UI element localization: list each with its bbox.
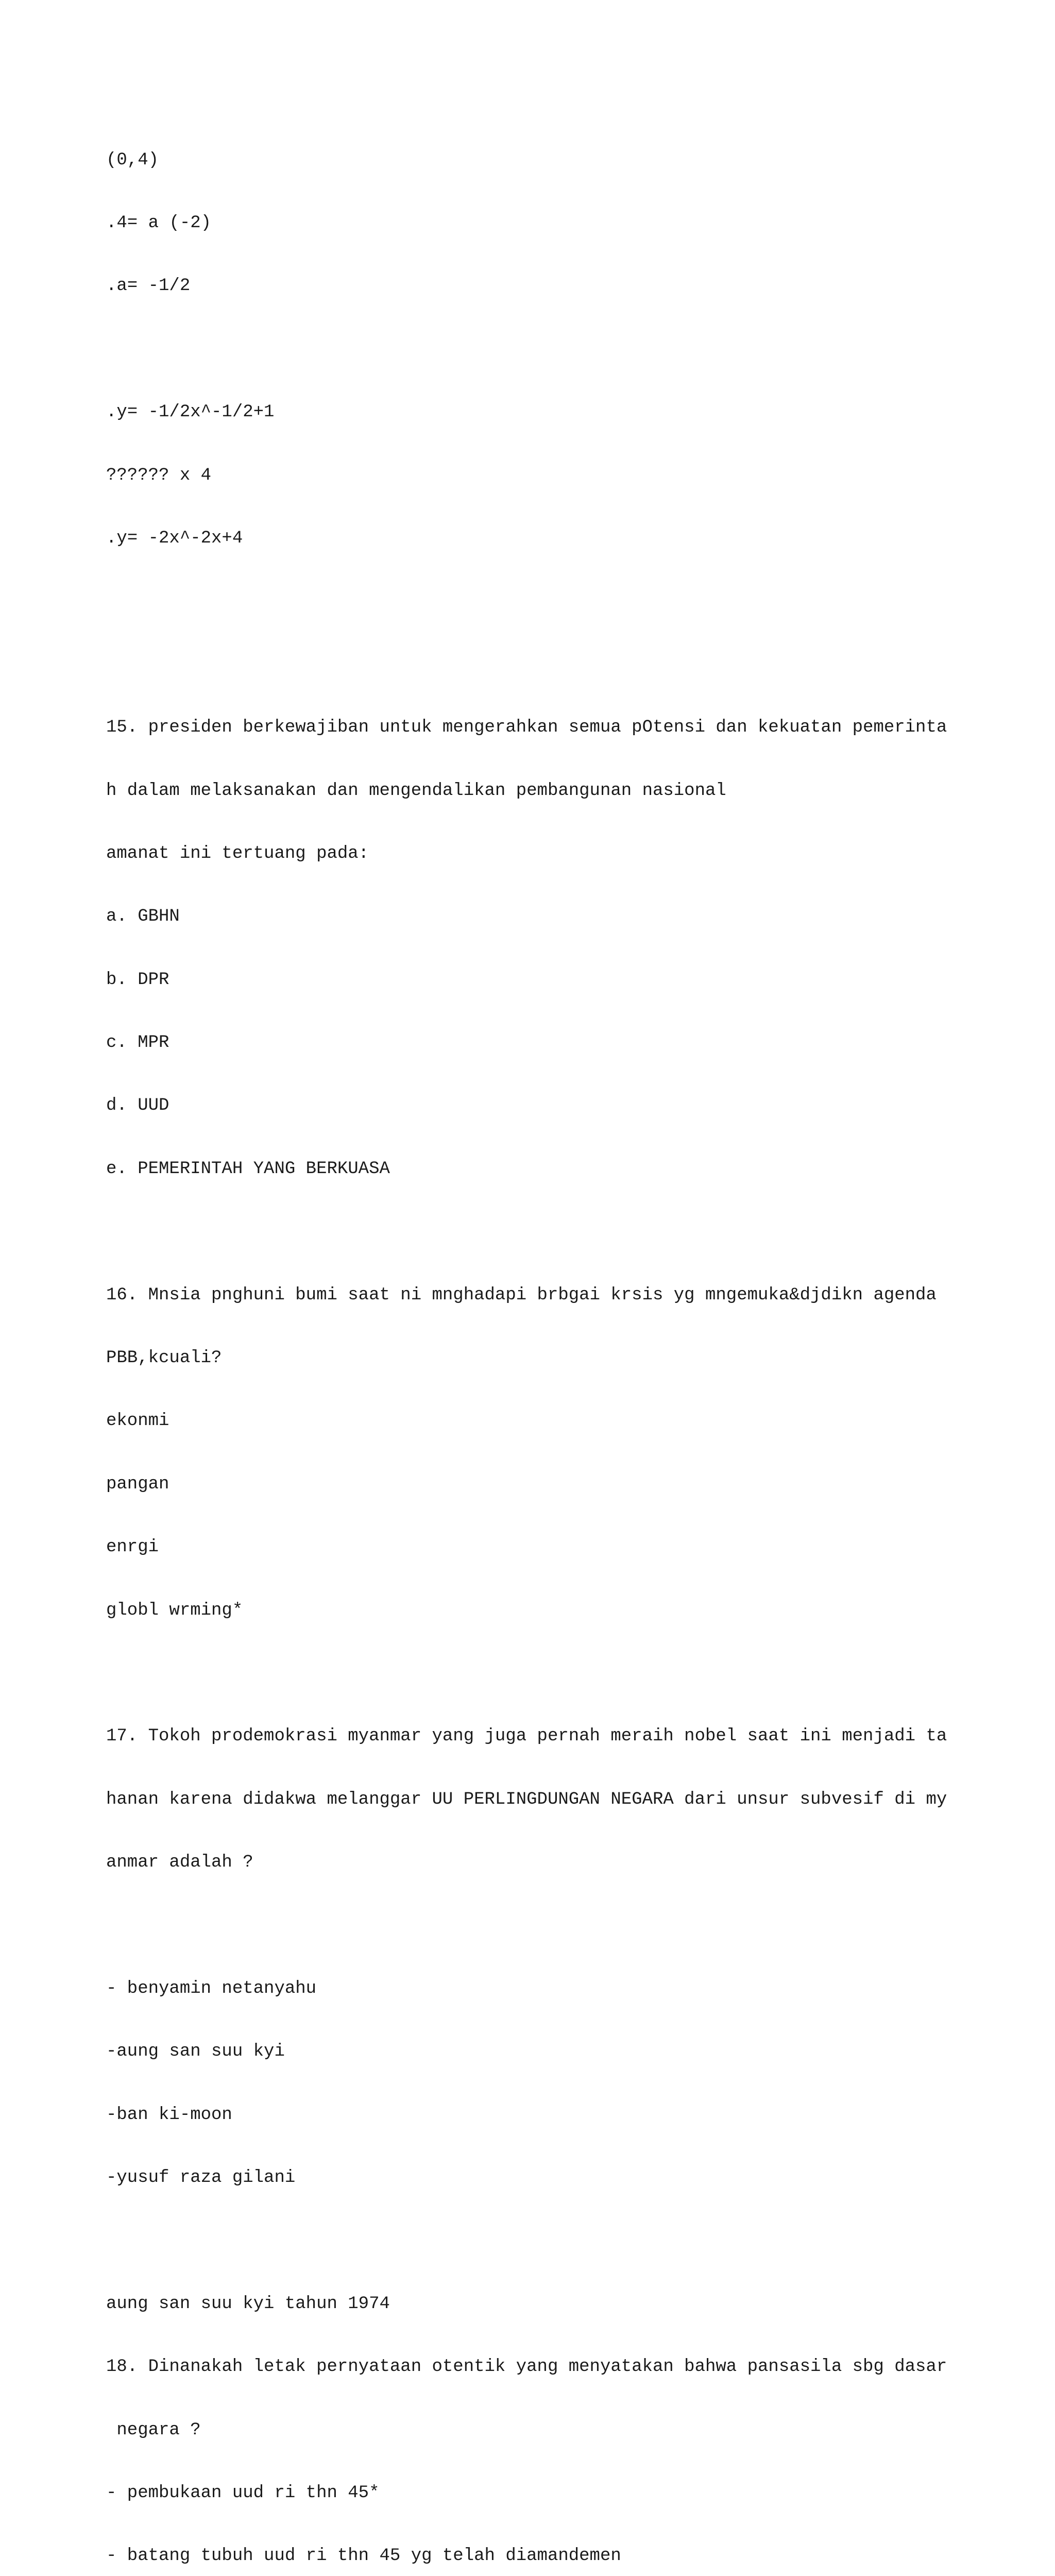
question-18-text: 18. Dinanakah letak pernyataan otentik yang menyatakan bahwa pansasila sbg dasar bbox=[106, 2357, 947, 2377]
question-17-option: -yusuf raza gilani bbox=[106, 2168, 296, 2188]
question-15-text: amanat ini tertuang pada: bbox=[106, 843, 369, 863]
question-15-option: d. UUD bbox=[106, 1096, 169, 1116]
blank-line bbox=[106, 1222, 956, 1243]
blank-line bbox=[106, 1663, 956, 1684]
question-17-text: hanan karena didakwa melanggar UU PERLINGDUNGAN NEGARA dari unsur subvesif di my bbox=[106, 1789, 947, 1809]
question-17-option: -aung san suu kyi bbox=[106, 2042, 285, 2062]
question-16-text: 16. Mnsia pnghuni bumi saat ni mnghadapi brbgai krsis yg mngemuka&djdikn agenda bbox=[106, 1285, 937, 1305]
question-17-answer-note: aung san suu kyi tahun 1974 bbox=[106, 2294, 390, 2314]
blank-line bbox=[106, 591, 956, 612]
question-15-option: b. DPR bbox=[106, 970, 169, 990]
blank-line bbox=[106, 654, 956, 675]
text-line: (0,4) bbox=[106, 150, 159, 170]
question-18-option: - pembukaan uud ri thn 45* bbox=[106, 2483, 380, 2503]
text-line: .a= -1/2 bbox=[106, 276, 191, 296]
question-17-option: - benyamin netanyahu bbox=[106, 1978, 317, 1998]
question-15-text: h dalam melaksanakan dan mengendalikan pembangunan nasional bbox=[106, 781, 726, 801]
blank-line bbox=[106, 2230, 956, 2251]
document-page bbox=[106, 108, 956, 2576]
question-16-option: pangan bbox=[106, 1474, 169, 1494]
question-16-option: enrgi bbox=[106, 1537, 159, 1557]
blank-line bbox=[106, 1916, 956, 1937]
text-line: .4= a (-2) bbox=[106, 213, 212, 233]
question-15-text: 15. presiden berkewajiban untuk mengerahkan semua pOtensi dan kekuatan pemerinta bbox=[106, 718, 947, 738]
blank-line bbox=[106, 339, 956, 360]
question-15-option: e. PEMERINTAH YANG BERKUASA bbox=[106, 1159, 390, 1179]
question-18-option: - batang tubuh uud ri thn 45 yg telah diamandemen bbox=[106, 2546, 621, 2566]
text-line: .y= -1/2x^-1/2+1 bbox=[106, 402, 275, 422]
question-18-text: negara ? bbox=[106, 2420, 201, 2440]
question-15-option: c. MPR bbox=[106, 1033, 169, 1053]
question-15-option: a. GBHN bbox=[106, 907, 180, 927]
question-17-option: -ban ki-moon bbox=[106, 2105, 232, 2125]
question-16-text: PBB,kcuali? bbox=[106, 1348, 222, 1368]
text-line: .y= -2x^-2x+4 bbox=[106, 528, 243, 548]
text-line: ?????? x 4 bbox=[106, 465, 212, 485]
question-16-option: ekonmi bbox=[106, 1411, 169, 1431]
question-17-text: anmar adalah ? bbox=[106, 1853, 253, 1873]
question-17-text: 17. Tokoh prodemokrasi myanmar yang juga pernah meraih nobel saat ini menjadi ta bbox=[106, 1726, 947, 1747]
question-16-option: globl wrming* bbox=[106, 1600, 243, 1620]
